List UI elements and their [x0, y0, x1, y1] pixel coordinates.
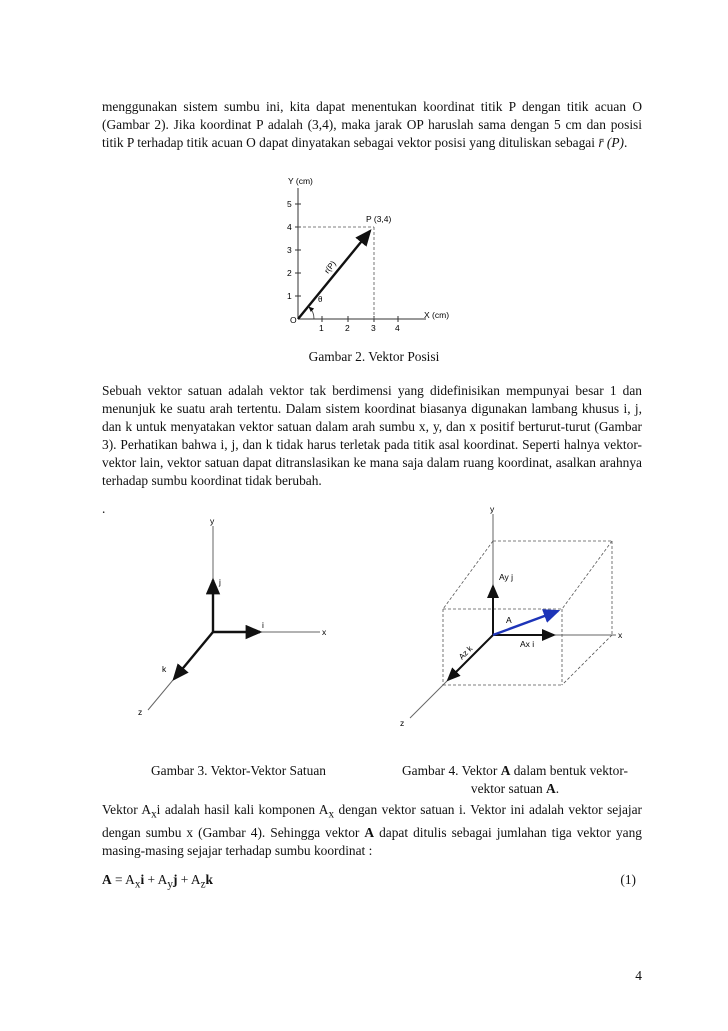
fig4-az-label: Az k — [457, 644, 475, 662]
y-axis-label: Y (cm) — [288, 176, 313, 186]
equation-number: (1) — [620, 872, 636, 887]
position-vector-math: r̄ (P) — [598, 135, 624, 150]
x-axis-label: X (cm) — [424, 310, 450, 320]
fig4-a-label: A — [506, 615, 512, 625]
fig4-ay-label: Ay j — [499, 572, 514, 582]
paragraph-intro: menggunakan sistem sumbu ini, kita dapat menentukan koordinat titik P dengan titik acuan O (Gambar 2). Jika koordinat P adalah (3,4), maka jarak OP haruslah sama dengan 5 cm dan posisi titik P terhadap titik acuan O dapat dinyatakan sebagai vektor posisi yang dituliskan sebagai r̄ (P). — [102, 99, 642, 150]
x-tick-1: 1 — [319, 323, 324, 333]
fig4-y-label: y — [490, 504, 495, 514]
angle-label: θ — [318, 295, 323, 304]
origin-label: O — [290, 315, 297, 325]
figure-2-caption: Gambar 2. Vektor Posisi — [308, 349, 440, 364]
fig3-y-label: y — [210, 516, 215, 526]
x-tick-4: 4 — [395, 323, 400, 333]
y-tick-5: 5 — [287, 199, 292, 209]
vector-a-arrow — [493, 611, 558, 635]
fig4-z-label: z — [400, 718, 405, 728]
fig4-x-label: x — [618, 630, 623, 640]
point-p-label: P (3,4) — [366, 214, 392, 224]
y-tick-1: 1 — [287, 291, 292, 301]
fig3-x-label: x — [322, 627, 327, 637]
figure-3-unit-vectors — [130, 512, 330, 742]
unit-vector-k — [174, 632, 213, 679]
x-tick-2: 2 — [345, 323, 350, 333]
figure-4-vector-components — [396, 500, 636, 740]
x-tick-3: 3 — [371, 323, 376, 333]
fig4-ax-label: Ax i — [520, 639, 535, 649]
vector-label: r(P) — [322, 259, 338, 276]
paragraph-component: Vektor $A_xi$ adalah hasil kali komponen $A_x$ dengan vektor satuan i. Vektor ini adalah vektor sejajar dengan sumbu x (Gambar 4). Sehingga vektor A dapat ditulis sebagai jumlahan tiga vektor yang masing-masing sejajar terhadap sumbu koordinat : — [102, 802, 643, 858]
figure-3-caption: Gambar 3. Vektor-Vektor Satuan — [150, 763, 326, 778]
paragraph-unit-vector: Sebuah vektor satuan adalah vektor tak berdimensi yang didefinisikan mempunyai besar 1 dan menunjuk ke suatu arah tertentu. Dalam sistem koordinat biasanya digunakan lambang khusus i, j, dan k untuk menyatakan vektor satuan dalam arah sumbu x, y, dan x positif berturut-turut (Gambar 3). Perhatikan bahwa i, j, dan k tidak harus terletak pada titik asal koordinat. Seperti halnya vektor-vektor lain, vektor satuan dapat ditranslasikan ke mana saja dalam ruang koordinat, asalkan arahnya terhadap sumbu koordinat tidak berubah. — [102, 383, 642, 488]
figure-4-caption: Gambar 4. Vektor A dalam bentuk vektor-vektor satuan A. — [402, 763, 628, 796]
y-tick-2: 2 — [287, 268, 292, 278]
figure-2-position-vector — [278, 174, 458, 334]
y-tick-4: 4 — [287, 222, 292, 232]
position-vector-arrow — [298, 231, 370, 319]
equation-1: $A = A_xi + A_yj + A_zk$ (1) — [102, 872, 636, 891]
y-tick-3: 3 — [287, 245, 292, 255]
page-number: 4 — [635, 968, 642, 983]
fig3-k-label: k — [162, 664, 167, 674]
fig3-z-label: z — [138, 707, 143, 717]
stray-dot: . — [102, 501, 106, 516]
fig3-j-label: j — [219, 577, 221, 587]
fig3-i-label: i — [262, 620, 264, 630]
component-az-arrow — [448, 635, 493, 680]
